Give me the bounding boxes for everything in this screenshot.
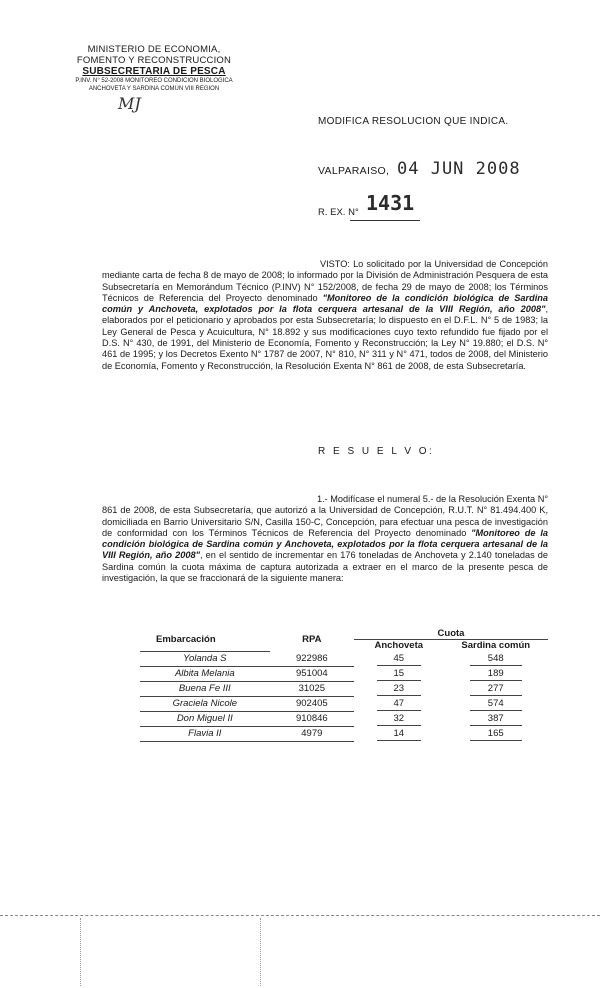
cell-embarcacion: Don Miguel II [140,711,270,726]
scan-artifact-line [80,918,81,986]
cell-rpa: 31025 [270,681,354,696]
cell-anchoveta: 23 [377,682,421,696]
header-embarcacion: Embarcación [140,628,270,651]
letterhead [54,44,254,93]
cell-embarcacion: Flavia II [140,726,270,741]
header-cuota: Cuota [354,628,548,640]
article-1-paragraph [102,494,548,584]
quota-table [140,628,548,742]
resolution-underline [350,220,420,221]
table-row [140,681,548,696]
cell-sardina: 165 [470,727,522,741]
header-sardina: Sardina común [461,640,531,651]
table-row [140,726,548,741]
cell-embarcacion: Yolanda S [140,651,270,666]
cell-rpa: 902405 [270,696,354,711]
cell-anchoveta: 47 [377,697,421,711]
article-1-text-b: , en el sentido de incrementar en 176 toneladas de Anchoveta y 2.140 toneladas de Sardina común la cuota máxima de captura autorizada a extraer en el marco de la presente pesca de investigación, la que se fraccionará de la siguiente manera: [102,550,548,584]
cell-embarcacion: Buena Fe III [140,681,270,696]
cell-embarcacion: Graciela Nicole [140,696,270,711]
document-subject: MODIFICA RESOLUCION QUE INDICA. [318,116,509,127]
resolution-number-stamp: 1431 [366,191,415,215]
cell-rpa: 922986 [270,651,354,666]
scan-artifact-line [260,918,261,986]
cell-rpa: 4979 [270,726,354,741]
cell-sardina: 387 [470,712,522,726]
cell-anchoveta: 45 [377,652,421,666]
visto-project-title: "Monitoreo de la condición biológica de Sardina común y Anchoveta, explotados por la flota cerquera artesanal de la VIII Región, año 2008" [102,292,548,315]
cell-sardina: 574 [470,697,522,711]
table-row [140,696,548,711]
reference-line-1: P.INV. N° 52-2008 MONITOREO CONDICION BIOLOGICA [75,78,233,84]
ministry-line-2: FOMENTO Y RECONSTRUCCION [76,55,232,66]
cell-anchoveta: 14 [377,727,421,741]
cell-rpa: 910846 [270,711,354,726]
subsecretaria-name: SUBSECRETARIA DE PESCA [82,66,226,77]
table-row [140,666,548,681]
cell-anchoveta: 32 [377,712,421,726]
article-1-text-a: 1.- Modifícase el numeral 5.- de la Resolución Exenta N° 861 de 2008, de esta Subsecretaría, que autorizó a la Universidad de Concepción, R.U.T. N° 81.494.400 K, domiciliada en Barrio Universitario S/N, Casilla 150-C, Concepción, para efectuar una pesca de investigación de conformidad con los Términos Técnicos de Referencia del Proyecto denominado [102,494,548,538]
table-row [140,711,548,726]
table-row [140,651,548,666]
visto-text-a: VISTO: Lo solicitado por la Universidad de Concepción mediante carta de fecha 8 de mayo de 2008; lo informado por la División de Administración Pesquera de esta Subsecretaría en Memorándum Técnico (P.INV) N° 152/2008, de fecha 29 de mayo de 2008; los Términos Técnicos de Referencia del Proyecto denominado [102,259,548,303]
reference-line-2: ANCHOVETA Y SARDINA COMUN VIII REGION [88,86,220,92]
cell-sardina: 548 [470,652,522,666]
date-stamp: 04 JUN 2008 [397,159,521,179]
cell-anchoveta: 15 [377,667,421,681]
cell-sardina: 277 [470,682,522,696]
place-city: VALPARAISO, [318,165,390,177]
ministry-line-1: MINISTERIO DE ECONOMIA, [87,44,221,55]
cell-embarcacion: Albita Melania [140,666,270,681]
article-1-project-title: "Monitoreo de la condición biológica de Sardina común y Anchoveta, explotados por la flota cerquera artesanal de la VIII Región, año 2008" [102,527,548,561]
scan-fold-line [0,915,600,916]
handwritten-initials: MJ [118,94,141,113]
header-anchoveta: Anchoveta [374,640,424,651]
cell-rpa: 951004 [270,666,354,681]
visto-paragraph [102,259,548,372]
resuelvo-heading: R E S U E L V O: [318,446,435,457]
resolution-label: R. EX. N° [318,207,359,218]
header-rpa: RPA [302,634,322,645]
cell-sardina: 189 [470,667,522,681]
visto-text-b: , elaborados por el peticionario y aprobados por esta Subsecretaría; lo dispuesto en el D.F.L. N° 5 de 1983; la Ley General de Pesca y Acuicultura, N° 18.892 y sus modificaciones cuyo texto refundido fue fijado por el D.S. N° 430, de 1991, del Ministerio de Economía, Fomento y Reconstrucción; la Ley N° 19.880; el D.S. N° 461 de 1995; y los Decretos Exento N° 1787 de 2007, N° 810, N° 311 y N° 471, todos de 2008, del Ministerio de Economía, Fomento y Reconstrucción, la Resolución Exenta N° 861 de 2008, de esta Subsecretaría. [102,304,548,371]
